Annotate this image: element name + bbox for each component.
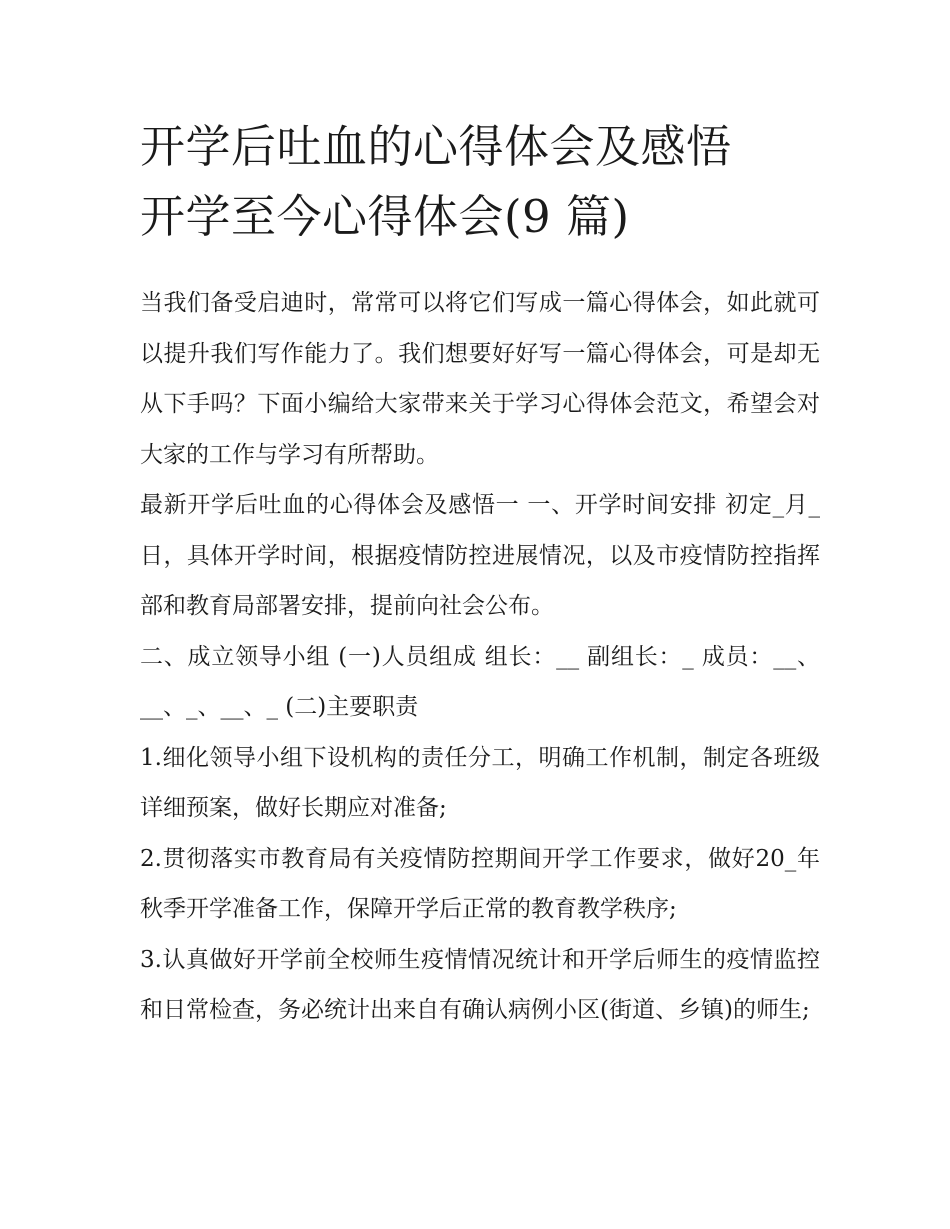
duty-item-1: 1.细化领导小组下设机构的责任分工，明确工作机制，制定各班级详细预案，做好长期应对准备; <box>140 744 820 821</box>
section-one-paragraph: 最新开学后吐血的心得体会及感悟一 一、开学时间安排 初定_月_日，具体开学时间，根据疫情防控进展情况，以及市疫情防控指挥部和教育局部署安排，提前向社会公布。 <box>140 492 820 619</box>
duty-item-2: 2.贯彻落实市教育局有关疫情防控期间开学工作要求，做好20_年秋季开学准备工作，保障开学后正常的教育教学秩序; <box>140 845 820 922</box>
document-title <box>140 112 820 252</box>
title-line-1: 开学后吐血的心得体会及感悟 <box>140 120 732 173</box>
intro-paragraph: 当我们备受启迪时，常常可以将它们写成一篇心得体会，如此就可以提升我们写作能力了。我们想要好好写一篇心得体会，可是却无从下手吗？下面小编给大家带来关于学习心得体会范文，希望会对大家的工作与学习有所帮助。 <box>140 290 820 468</box>
document-body <box>140 112 820 1036</box>
section-two-paragraph: 二、成立领导小组 (一)人员组成 组长：__ 副组长：_ 成员：__、__、_、__、_ (二)主要职责 <box>140 643 820 720</box>
title-line-2: 开学至今心得体会(9 篇) <box>140 190 630 243</box>
duty-item-3: 3.认真做好开学前全校师生疫情情况统计和开学后师生的疫情监控和日常检查，务必统计出来自有确认病例小区(街道、乡镇)的师生; <box>140 946 820 1023</box>
